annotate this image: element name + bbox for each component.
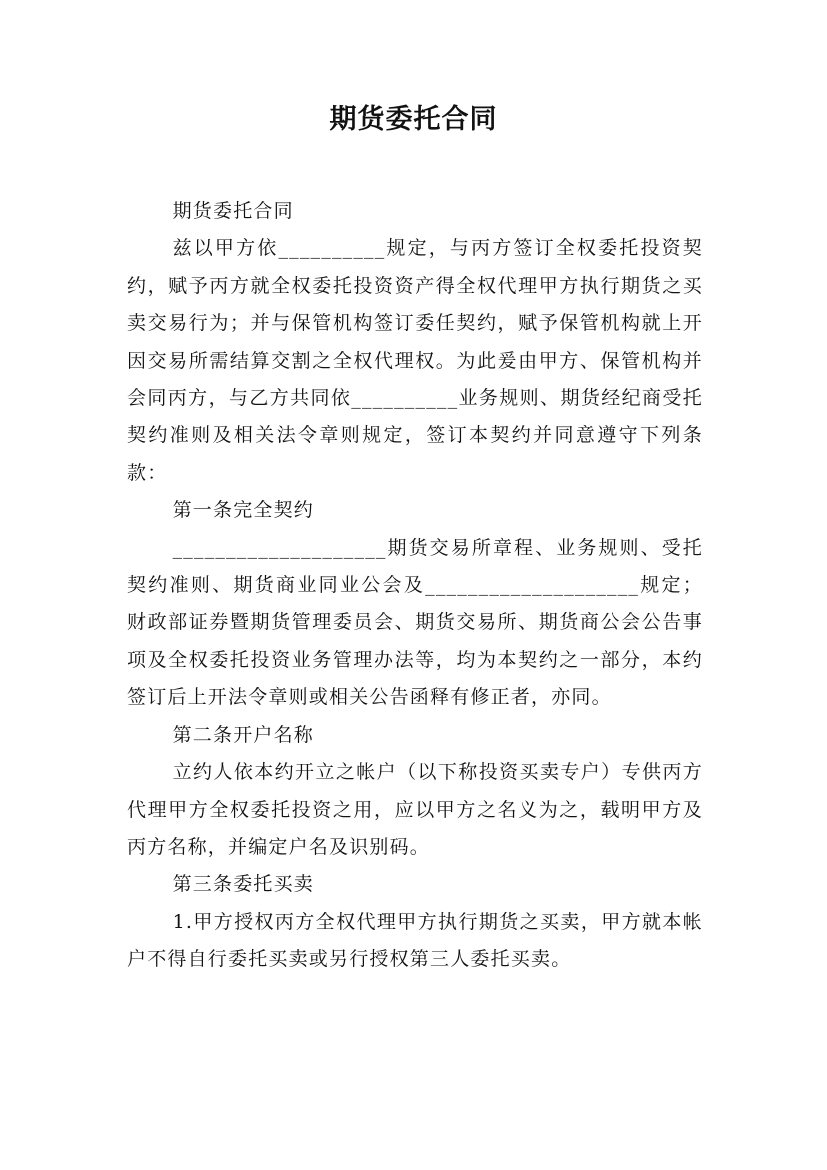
article-2-heading: 第二条开户名称 xyxy=(172,723,314,746)
article-3-heading: 第三条委托买卖 xyxy=(172,873,314,896)
article-2-paragraph: 立约人依本约开立之帐户（以下称投资买卖专户）专供丙方代理甲方全权委托投资之用，应以甲方之名义为之，载明甲方及丙方名称，并编定户名及识别码。 xyxy=(127,761,703,858)
article-3-clause-1: 1.甲方授权丙方全权代理甲方执行期货之买卖，甲方就本帐户不得自行委托买卖或另行授权第三人委托买卖。 xyxy=(127,910,703,971)
document-body xyxy=(127,193,703,979)
preamble-paragraph: 兹以甲方依__________规定，与丙方签订全权委托投资契约，赋予丙方就全权委托投资资产得全权代理甲方执行期货之买卖交易行为；并与保管机构签订委任契约，赋予保管机构就上开因交易所需结算交割之全权代理权。为此爰由甲方、保管机构并会同丙方，与乙方共同依__________业务规则、期货经纪商受托契约准则及相关法令章则规定，签订本契约并同意遵守下列条款： xyxy=(127,237,703,484)
article-1-heading: 第一条完全契约 xyxy=(172,499,314,522)
article-1-paragraph: ____________________期货交易所章程、业务规则、受托契约准则、期货商业同业公会及____________________规定；财政部证券暨期货管理委员会、期货交易所、期货商公会公告事项及全权委托投资业务管理办法等，均为本契约之一部分，本约签订后上开法令章则或相关公告函释有修正者，亦同。 xyxy=(127,536,703,709)
subtitle-paragraph: 期货委托合同 xyxy=(172,200,294,222)
document-title: 期货委托合同 xyxy=(329,104,498,135)
